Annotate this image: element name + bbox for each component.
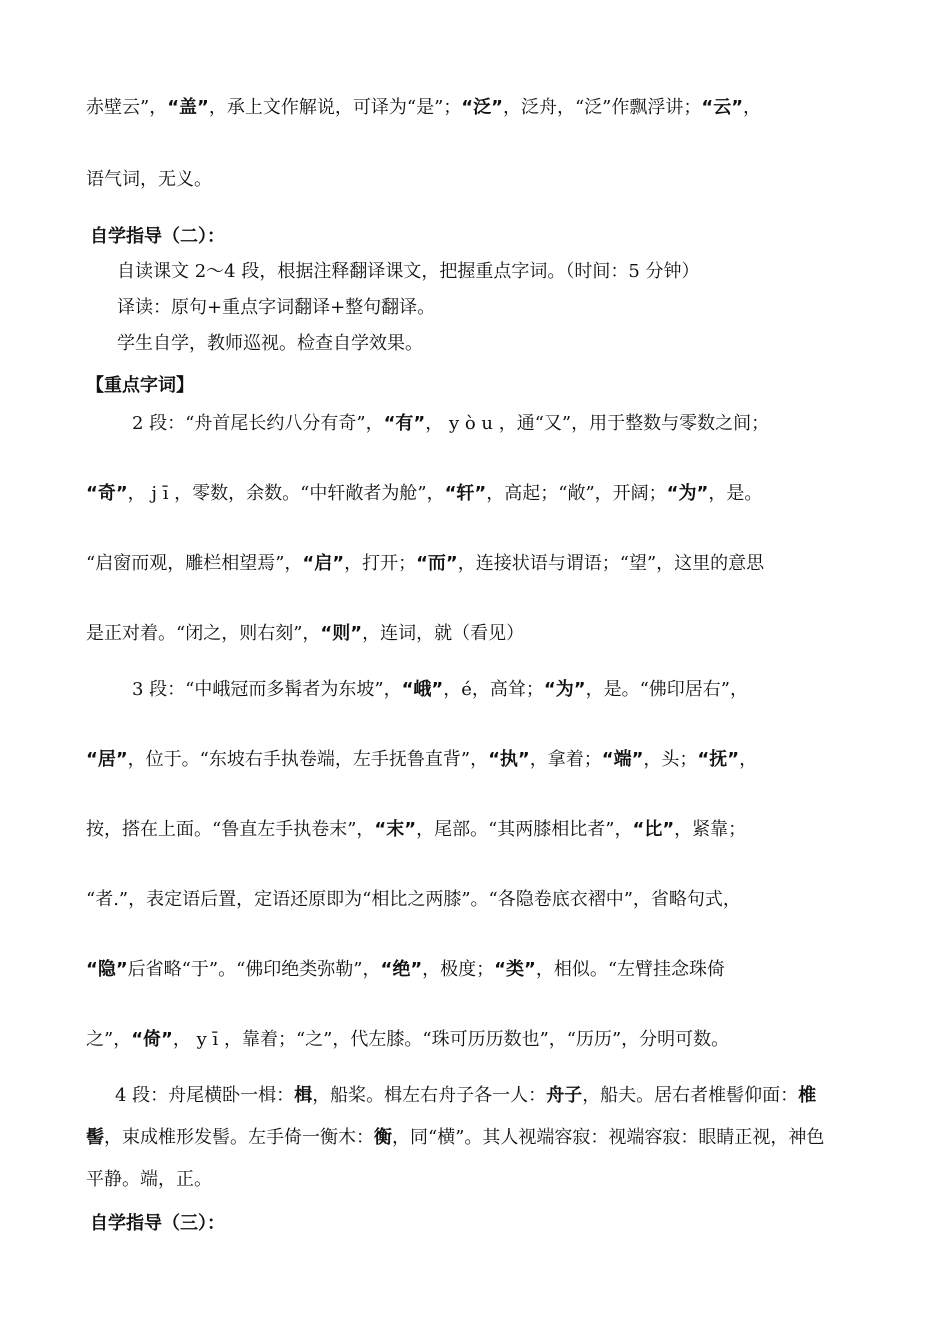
text-line-10 (86, 552, 764, 576)
bold-term: 椎 (798, 1085, 817, 1106)
text-segment: 之”， (86, 1029, 132, 1050)
bold-term: “云” (701, 97, 744, 118)
text-segment: 4 段：舟尾横卧一楫： (115, 1085, 295, 1106)
text-segment: 译读：原句+重点字词翻译+整句翻译。 (117, 297, 436, 318)
text-segment: ，相似。“左臂挂念珠倚 (535, 959, 726, 980)
text-line-13 (86, 748, 757, 772)
bold-term: “峨” (401, 679, 444, 700)
text-segment: ，是。 (708, 483, 763, 504)
bold-term: “末” (374, 819, 417, 840)
text-segment: 是正对着。“闭之，则右刻”， (86, 623, 321, 644)
bold-term: “居” (86, 749, 128, 770)
text-segment: ，船夫。居右者椎髻仰面： (582, 1085, 799, 1106)
text-line-17 (86, 1028, 729, 1052)
text-segment: 2 段：“舟首尾长约八分有奇”， (132, 413, 384, 434)
text-segment: ，同“横”。其人视端容寂：视端容寂：眼睛正视，神色 (392, 1127, 825, 1148)
text-segment: ，船桨。楫左右舟子各一人： (312, 1085, 547, 1106)
text-line-6 (117, 332, 423, 356)
bold-term: 舟子 (546, 1085, 583, 1106)
bold-term: “隐” (86, 959, 128, 980)
text-segment: ，连接状语与谓语；“望”，这里的意思 (457, 553, 765, 574)
text-segment: ， y ò u ，通“又”，用于整数与零数之间； (425, 413, 770, 434)
text-segment: ，承上文作解说，可译为“是”； (208, 97, 462, 118)
text-segment: “者.”，表定语后置，定语还原即为“相比之两膝”。“各隐卷底衣褶中”，省略句式， (86, 889, 741, 910)
bold-term: “盖” (167, 97, 209, 118)
text-line-5 (117, 296, 435, 320)
text-line-14 (86, 818, 746, 842)
bold-term: 自学指导（三）： (90, 1213, 225, 1234)
bold-term: “为” (543, 679, 586, 700)
text-line-15 (86, 888, 741, 912)
text-line-2 (86, 168, 212, 192)
section-heading-2 (90, 225, 225, 249)
text-segment: 后省略“于”。“佛印绝类弥勒”， (127, 959, 381, 980)
bold-term: 衡 (374, 1127, 392, 1148)
text-line-19 (86, 1126, 824, 1150)
section-heading-3 (90, 1212, 225, 1236)
text-segment: 按，搭在上面。“鲁直左手执卷末”， (86, 819, 375, 840)
text-line-9 (86, 482, 762, 506)
text-segment: ， (739, 749, 758, 770)
bold-term: “为” (666, 483, 709, 504)
text-line-12 (132, 678, 748, 702)
text-segment: ，打开； (344, 553, 417, 574)
bold-term: 楫 (294, 1085, 313, 1106)
bold-term: “奇” (86, 483, 128, 504)
text-segment: ，紧靠； (674, 819, 747, 840)
bold-term: 【重点字词】 (86, 375, 194, 396)
text-segment: ，é，高耸； (443, 679, 544, 700)
bold-term: “有” (383, 413, 426, 434)
bold-term: “端” (601, 749, 644, 770)
text-segment: 3 段：“中峨冠而多髯者为东坡”， (132, 679, 402, 700)
text-segment: ， (743, 97, 762, 118)
text-segment: “启窗而观，雕栏相望焉”， (86, 553, 303, 574)
text-segment: ，位于。“东坡右手执卷端，左手抚鲁直背”， (127, 749, 489, 770)
text-segment: 学生自学，教师巡视。检查自学效果。 (117, 333, 423, 354)
bold-term: “类” (494, 959, 536, 980)
text-segment: 自读课文 2～4 段，根据注释翻译课文，把握重点字词。（时间：5 分钟） (117, 261, 700, 282)
text-segment: ， y ī ，靠着；“之”，代左膝。“珠可历历数也”，“历历”，分明可数。 (172, 1029, 730, 1050)
text-segment: ，极度； (422, 959, 495, 980)
text-line-4 (117, 260, 700, 284)
bold-term: 髻 (86, 1127, 104, 1148)
text-segment: ，是。“佛印居右”， (585, 679, 748, 700)
bold-term: “倚” (131, 1029, 173, 1050)
text-segment: ，头； (643, 749, 698, 770)
key-words-heading (86, 374, 194, 398)
bold-term: “比” (632, 819, 675, 840)
text-line-20 (86, 1168, 212, 1192)
text-segment: ，尾部。“其两膝相比者”， (416, 819, 633, 840)
text-segment: 赤壁云”， (86, 97, 168, 118)
text-segment: ，拿着； (529, 749, 602, 770)
text-line-1 (86, 96, 761, 120)
bold-term: “执” (488, 749, 530, 770)
bold-term: “轩” (444, 483, 487, 504)
bold-term: “泛” (461, 97, 503, 118)
text-segment: ，高起；“敞”，开阔； (486, 483, 667, 504)
bold-term: “则” (320, 623, 363, 644)
text-segment: ， j ī ，零数，余数。“中轩敞者为舱”， (127, 483, 445, 504)
text-line-8 (132, 412, 769, 436)
text-segment: ，泛舟，“泛”作飘浮讲； (502, 97, 702, 118)
text-segment: 平静。端，正。 (86, 1169, 212, 1190)
text-segment: 语气词，无义。 (86, 169, 212, 190)
text-line-11 (86, 622, 524, 646)
text-line-18 (115, 1084, 816, 1108)
text-line-16 (86, 958, 725, 982)
bold-term: “抚” (697, 749, 740, 770)
text-segment: ，连词，就（看见） (362, 623, 525, 644)
bold-term: 自学指导（二）： (90, 226, 225, 247)
bold-term: “而” (416, 553, 458, 574)
bold-term: “启” (302, 553, 345, 574)
bold-term: “绝” (380, 959, 423, 980)
text-segment: ，束成椎形发髻。左手倚一衡木： (104, 1127, 374, 1148)
